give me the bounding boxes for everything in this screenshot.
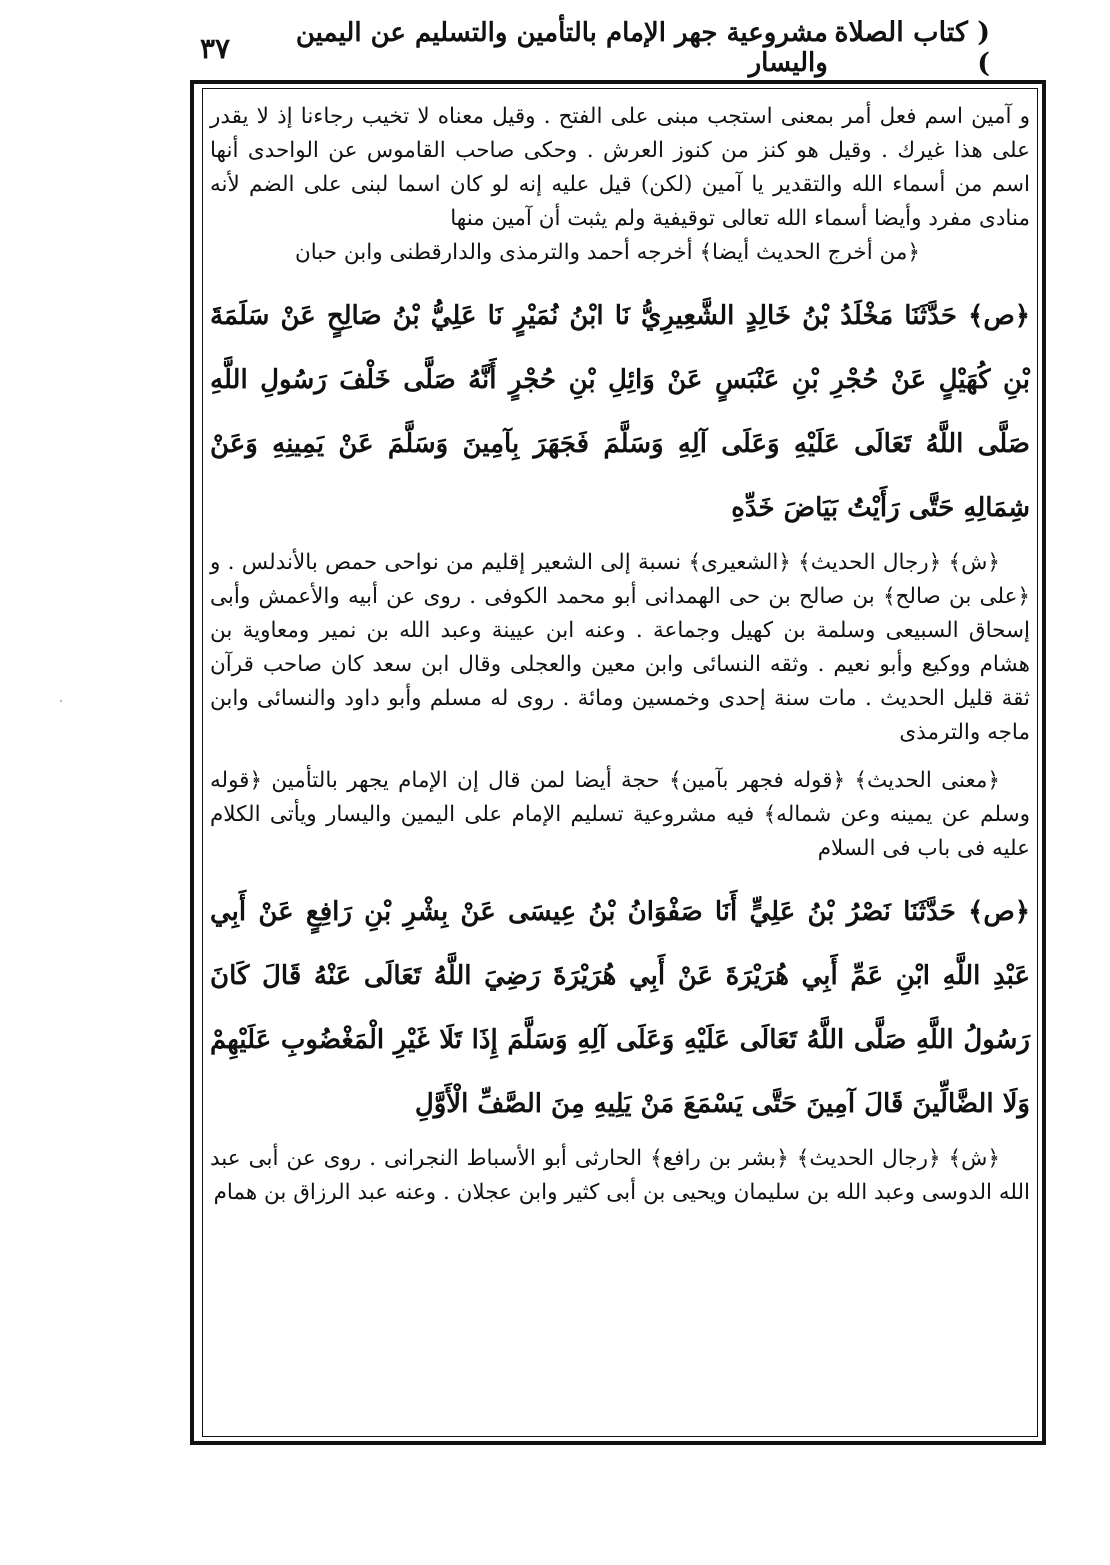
scan-speck [60,700,62,702]
commentary-paragraph: ﴿ش﴾ ﴿رجال الحديث﴾ ﴿الشعيرى﴾ نسبة إلى الشعير إقليم من نواحى حمص بالأندلس . و ﴿على بن صالح﴾ بن صالح بن حى الهمدانى أبو محمد الكوفى . روى عن أبيه والأعمش وأبى إسحاق السبيعى وسلمة بن كهيل وجماعة . وعنه ابن عيينة وعبد الله بن نمير ومعاوية بن هشام ووكيع وأبو نعيم . وثقه النسائى وابن معين والعجلى وقال ابن سعد كان صاحب قرآن ثقة قليل الحديث . مات سنة إحدى وخمسين ومائة . روى له مسلم وأبو داود والنسائى وابن ماجه والترمذى [210,550,1030,745]
commentary-paragraph: ﴿معنى الحديث﴾ ﴿قوله فجهر بآمين﴾ حجة أيضا لمن قال إن الإمام يجهر بالتأمين ﴿قوله وسلم عن يمينه وعن شماله﴾ فيه مشروعية تسليم الإمام على اليمين واليسار ويأتى الكلام عليه فى باب فى السلام [210,768,1030,861]
page-body [210,100,1030,1430]
hadith-text: ﴿ص﴾ حَدَّثَنَا مَخْلَدُ بْنُ خَالِدٍ الشَّعِيرِيُّ نَا ابْنُ نُمَيْرٍ نَا عَلِيُّ بْنُ صَالِحٍ عَنْ سَلَمَةَ بْنِ كُهَيْلٍ عَنْ حُجْرِ بْنِ عَنْبَسٍ عَنْ وَائِلِ بْنِ حُجْرٍ أَنَّهُ صَلَّى خَلْفَ رَسُولِ اللَّهِ صَلَّى اللَّهُ تَعَالَى عَلَيْهِ وَعَلَى آلِهِ وَسَلَّمَ فَجَهَرَ بِآمِينَ وَسَلَّمَ عَنْ يَمِينِهِ وَعَنْ شِمَالِهِ حَتَّى رَأَيْتُ بَيَاضَ خَدِّهِ [210,301,1031,523]
page-number: ٣٧ [200,31,231,65]
header-book-title: ( كتاب الصلاة ) [834,17,990,79]
page-header [200,17,990,79]
hadith-text: ﴿ص﴾ حَدَّثَنَا نَصْرُ بْنُ عَلِيٍّ أَنَا صَفْوَانُ بْنُ عِيسَى عَنْ بِشْرِ بْنِ رَافِعٍ عَنْ أَبِي عَبْدِ اللَّهِ ابْنِ عَمِّ أَبِي هُرَيْرَةَ عَنْ أَبِي هُرَيْرَةَ رَضِيَ اللَّهُ تَعَالَى عَنْهُ قَالَ كَانَ رَسُولُ اللَّهِ صَلَّى اللَّهُ تَعَالَى عَلَيْهِ وَعَلَى آلِهِ وَسَلَّمَ إِذَا تَلَا غَيْرِ الْمَغْضُوبِ عَلَيْهِمْ وَلَا الضَّالِّينَ قَالَ آمِينَ حَتَّى يَسْمَعَ مَنْ يَلِيهِ مِنَ الصَّفِّ الْأَوَّلِ [210,897,1030,1119]
header-chapter-topic: مشروعية جهر الإمام بالتأمين والتسليم عن اليمين واليسار [295,18,828,78]
commentary-paragraph: ﴿ش﴾ ﴿رجال الحديث﴾ ﴿بشر بن رافع﴾ الحارثى أبو الأسباط النجرانى . روى عن أبى عبد الله الدوسى وعبد الله بن سليمان ويحيى بن أبى كثير وابن عجلان . وعنه عبد الرزاق بن همام [210,1146,1030,1205]
commentary-paragraph: و آمين اسم فعل أمر بمعنى استجب مبنى على الفتح . وقيل معناه لا تخيب رجاءنا إذ لا يقدر على هذا غيرك . وقيل هو كنز من كنوز العرش . وحكى صاحب القاموس عن الواحدى أنها اسم من أسماء الله والتقدير يا آمين (لكن) قيل عليه إنه لو كان اسما لبنى على الضم لأنه منادى مفرد وأيضا أسماء الله تعالى توقيفية ولم يثبت أن آمين منها [210,104,1030,231]
header-right-group [200,18,828,78]
commentary-paragraph: ﴿من أخرج الحديث أيضا﴾ أخرجه أحمد والترمذى والدارقطنى وابن حبان [294,240,920,265]
